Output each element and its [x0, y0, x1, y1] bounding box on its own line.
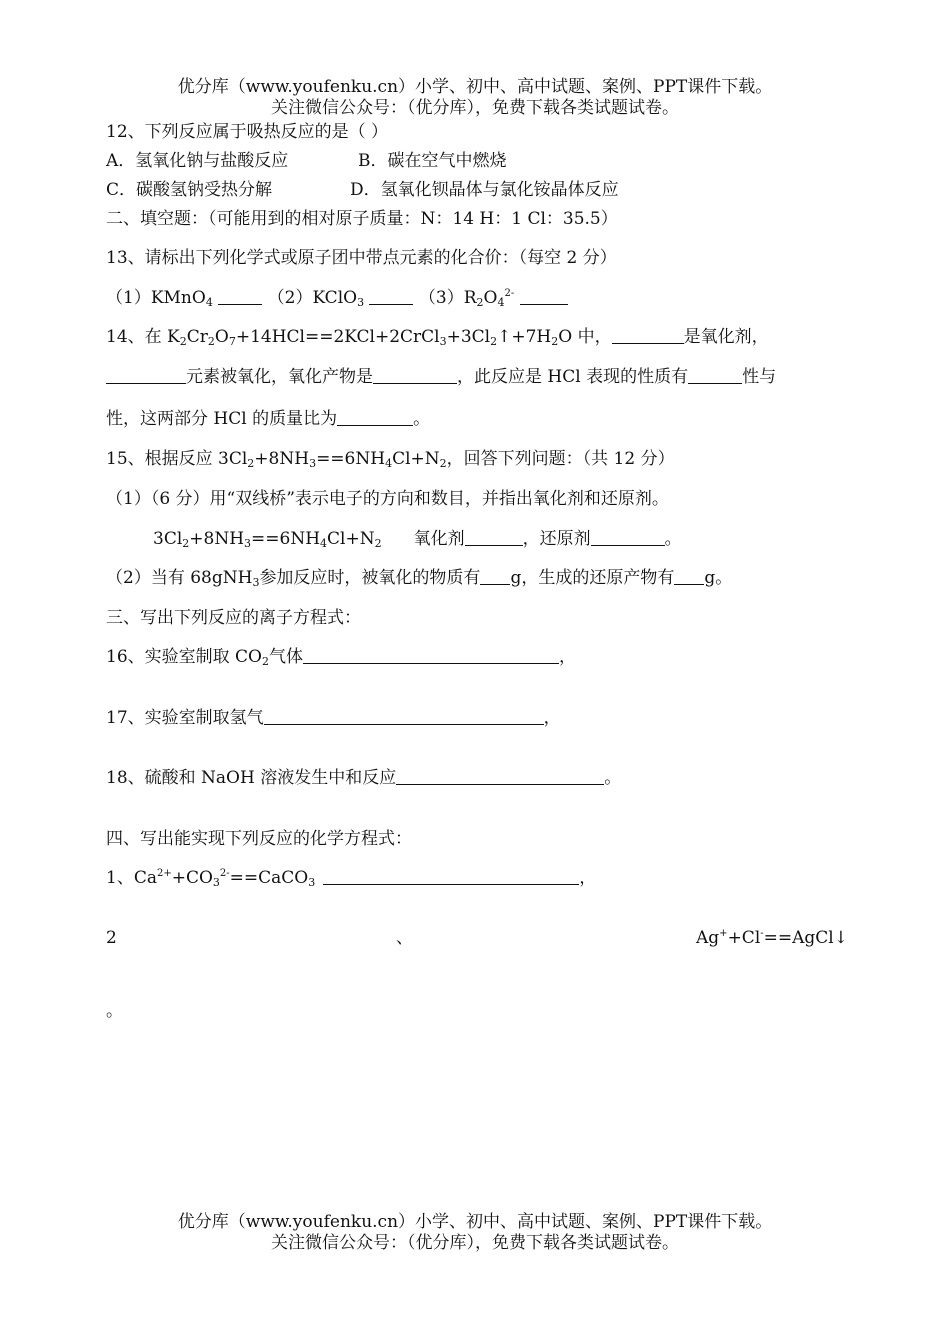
- q15-sub: 4: [320, 537, 328, 550]
- q14-line-1: 14、在 $K_2Cr_2O_7+14HCl==2KCl+2CrCl_3+3Cl_2↑+7H_2O$ 中， 是氧化剂，: [106, 327, 769, 348]
- header-line-2: 关注微信公众号：（优分库），免费下载各类试题试卷。: [271, 98, 679, 118]
- q15-stem: [106, 448, 675, 470]
- q16-text: 16、实验室制取 CO: [106, 647, 262, 667]
- q14-text: 14、在 K: [106, 327, 180, 347]
- q15-sub: 2: [182, 537, 190, 550]
- q14-blank-oxidant[interactable]: [612, 326, 684, 344]
- reaction-1: [106, 867, 596, 889]
- q14-text: +14HCl==2KCl+2CrCl: [235, 327, 440, 347]
- q13-blank-2[interactable]: [369, 287, 413, 305]
- q13-sub: 4: [205, 296, 213, 309]
- q15-sub: 2: [374, 537, 382, 550]
- q15-text: g。: [704, 568, 733, 588]
- reaction-2-text: ==AgCl↓: [763, 928, 848, 948]
- q14-blank-product[interactable]: [373, 366, 457, 384]
- q13-item-3: （3）R: [418, 288, 477, 308]
- q14-text: 是氧化剂，: [683, 327, 769, 347]
- q16-blank[interactable]: [303, 646, 559, 664]
- reaction-2-sup: +: [719, 928, 728, 939]
- reaction-1-sup: 2+: [156, 868, 172, 879]
- footer-line-1: 优分库（www.youfenku.cn）小学、初中、高中试题、案例、PPT课件下载。: [177, 1212, 773, 1232]
- reaction-1-text: ，: [579, 868, 597, 888]
- reaction-1-sub: 3: [212, 876, 220, 889]
- q14-sub: 2: [179, 335, 187, 348]
- reaction-2-equation: [696, 927, 848, 949]
- q14-blank-element[interactable]: [106, 366, 186, 384]
- q15-text: ，还原剂: [522, 529, 591, 549]
- q13-items: （1）KMnO$_4$ （2）KClO$_3$ $(3)R_2O_4^{2-}$: [106, 287, 568, 309]
- q14-text: 性与: [742, 367, 777, 387]
- q15-text: Cl+N: [392, 449, 440, 469]
- q14-text: +3Cl: [446, 327, 491, 347]
- q15-text: Cl+N: [327, 529, 375, 549]
- reaction-1-text: ==CaCO: [229, 868, 309, 888]
- q16-text: ，: [558, 647, 576, 667]
- q16-text: 气体: [268, 647, 303, 667]
- reaction-2-separator: 、: [396, 928, 413, 948]
- q15-part-2: [106, 567, 732, 589]
- q17: [106, 707, 561, 729]
- header-line-1: 优分库（www.youfenku.cn）小学、初中、高中试题、案例、PPT课件下载。: [177, 77, 773, 97]
- reaction-1-sub: 3: [308, 876, 316, 889]
- q14-text: ↑+7H: [497, 327, 552, 347]
- q13-sub: 4: [497, 296, 505, 309]
- q13-blank-1[interactable]: [218, 287, 262, 305]
- q14-text: 元素被氧化，氧化产物是: [186, 367, 373, 387]
- q15-sub: 3: [309, 457, 317, 470]
- reaction-2-sup: -: [760, 928, 764, 939]
- reaction-1-text: +CO: [171, 868, 213, 888]
- q15-text: 15、根据反应 3Cl: [106, 449, 248, 469]
- reaction-1-sup: 2-: [219, 868, 230, 879]
- reaction-2-number: 2: [106, 928, 117, 948]
- q15-text: ，回答下列问题：（共 12 分）: [446, 449, 675, 469]
- q15-text: ==6NH: [251, 529, 321, 549]
- q17-blank[interactable]: [264, 707, 544, 725]
- q15-blank-oxidized-mass[interactable]: [480, 567, 510, 585]
- q14-sub: 2: [490, 335, 498, 348]
- reaction-2-end: 。: [106, 1001, 123, 1021]
- q14-text: 性，这两部分 HCl 的质量比为: [106, 409, 338, 429]
- q15-blank-reduced-mass[interactable]: [674, 567, 704, 585]
- q15-text: +8NH: [189, 529, 245, 549]
- q14-sub: 2: [207, 335, 215, 348]
- q13-item-2: （2）KClO: [267, 288, 358, 308]
- q13-charge: 2-: [504, 288, 515, 299]
- q15-part-1: （1）（6 分）用“双线桥”表示电子的方向和数目，并指出氧化剂和还原剂。: [106, 489, 669, 509]
- q14-blank-ratio[interactable]: [337, 408, 413, 426]
- q14-text: O: [214, 327, 229, 347]
- q14-line-3: [106, 408, 430, 430]
- q15-sub: 4: [385, 457, 393, 470]
- q15-blank-reductant[interactable]: [591, 528, 665, 546]
- q15-sub: 3: [252, 576, 260, 589]
- q12-option-d: D．氢氧化钡晶体与氯化铵晶体反应: [350, 180, 619, 200]
- q13-stem: 13、请标出下列化学式或原子团中带点元素的化合价：（每空 2 分）: [106, 248, 617, 268]
- q16-sub: 2: [261, 655, 269, 668]
- q15-text: 3Cl: [153, 529, 183, 549]
- q18-blank[interactable]: [396, 767, 604, 785]
- q15-text: ==6NH: [316, 449, 386, 469]
- q13-item-1: （1）KMnO: [106, 288, 206, 308]
- reaction-1-blank[interactable]: [323, 867, 579, 885]
- q15-text: （2）当有 68gNH: [106, 568, 253, 588]
- q12-option-a: A．氢氧化钠与盐酸反应: [106, 151, 289, 171]
- q15-text: 氧化剂: [413, 529, 465, 549]
- q12-option-c: C．碳酸氢钠受热分解: [106, 180, 273, 200]
- q14-text: Cr: [186, 327, 208, 347]
- q17-text: ，: [543, 708, 561, 728]
- reaction-2-text: +Cl: [727, 928, 761, 948]
- q15-sub: 2: [247, 457, 255, 470]
- q18-text: 。: [604, 768, 622, 788]
- q14-text: ，此反应是 HCl 表现的性质有: [457, 367, 689, 387]
- q15-sub: 2: [439, 457, 447, 470]
- q14-text: 。: [413, 409, 431, 429]
- q17-text: 17、实验室制取氢气: [106, 708, 264, 728]
- q14-sub: 7: [228, 335, 236, 348]
- q14-sub: 2: [551, 335, 559, 348]
- q15-text: +8NH: [254, 449, 310, 469]
- q12-option-b: B．碳在空气中燃烧: [358, 151, 507, 171]
- q15-text: g，生成的还原产物有: [510, 568, 675, 588]
- reaction-2-text: Ag: [696, 928, 720, 948]
- footer-line-2: 关注微信公众号：（优分库），免费下载各类试题试卷。: [271, 1233, 679, 1253]
- q15-blank-oxidant[interactable]: [465, 528, 523, 546]
- q18-text: 18、硫酸和 NaOH 溶液发生中和反应: [106, 768, 397, 788]
- q15-text: 。: [664, 529, 682, 549]
- q18: [106, 767, 621, 789]
- q14-line-2: [106, 366, 776, 388]
- q13-sub: 3: [357, 296, 365, 309]
- section-4-title: 四、写出能实现下列反应的化学方程式：: [106, 829, 412, 849]
- q12-stem: 12、下列反应属于吸热反应的是（ ）: [106, 122, 389, 142]
- q15-equation-line: [153, 528, 682, 550]
- q14-blank-property-1[interactable]: [688, 366, 742, 384]
- q14-text: O 中，: [558, 327, 612, 347]
- section-3-title: 三、写出下列反应的离子方程式：: [106, 608, 361, 628]
- reaction-1-text: 1、Ca: [106, 868, 157, 888]
- q16: [106, 646, 576, 668]
- q15-text: 参加反应时，被氧化的物质有: [259, 568, 481, 588]
- q15-sub: 3: [244, 537, 252, 550]
- section-2-title: 二、填空题：（可能用到的相对原子质量：N：14 H：1 Cl：35.5）: [106, 209, 618, 229]
- q13-blank-3[interactable]: [520, 287, 568, 305]
- q13-sub: 2: [476, 296, 484, 309]
